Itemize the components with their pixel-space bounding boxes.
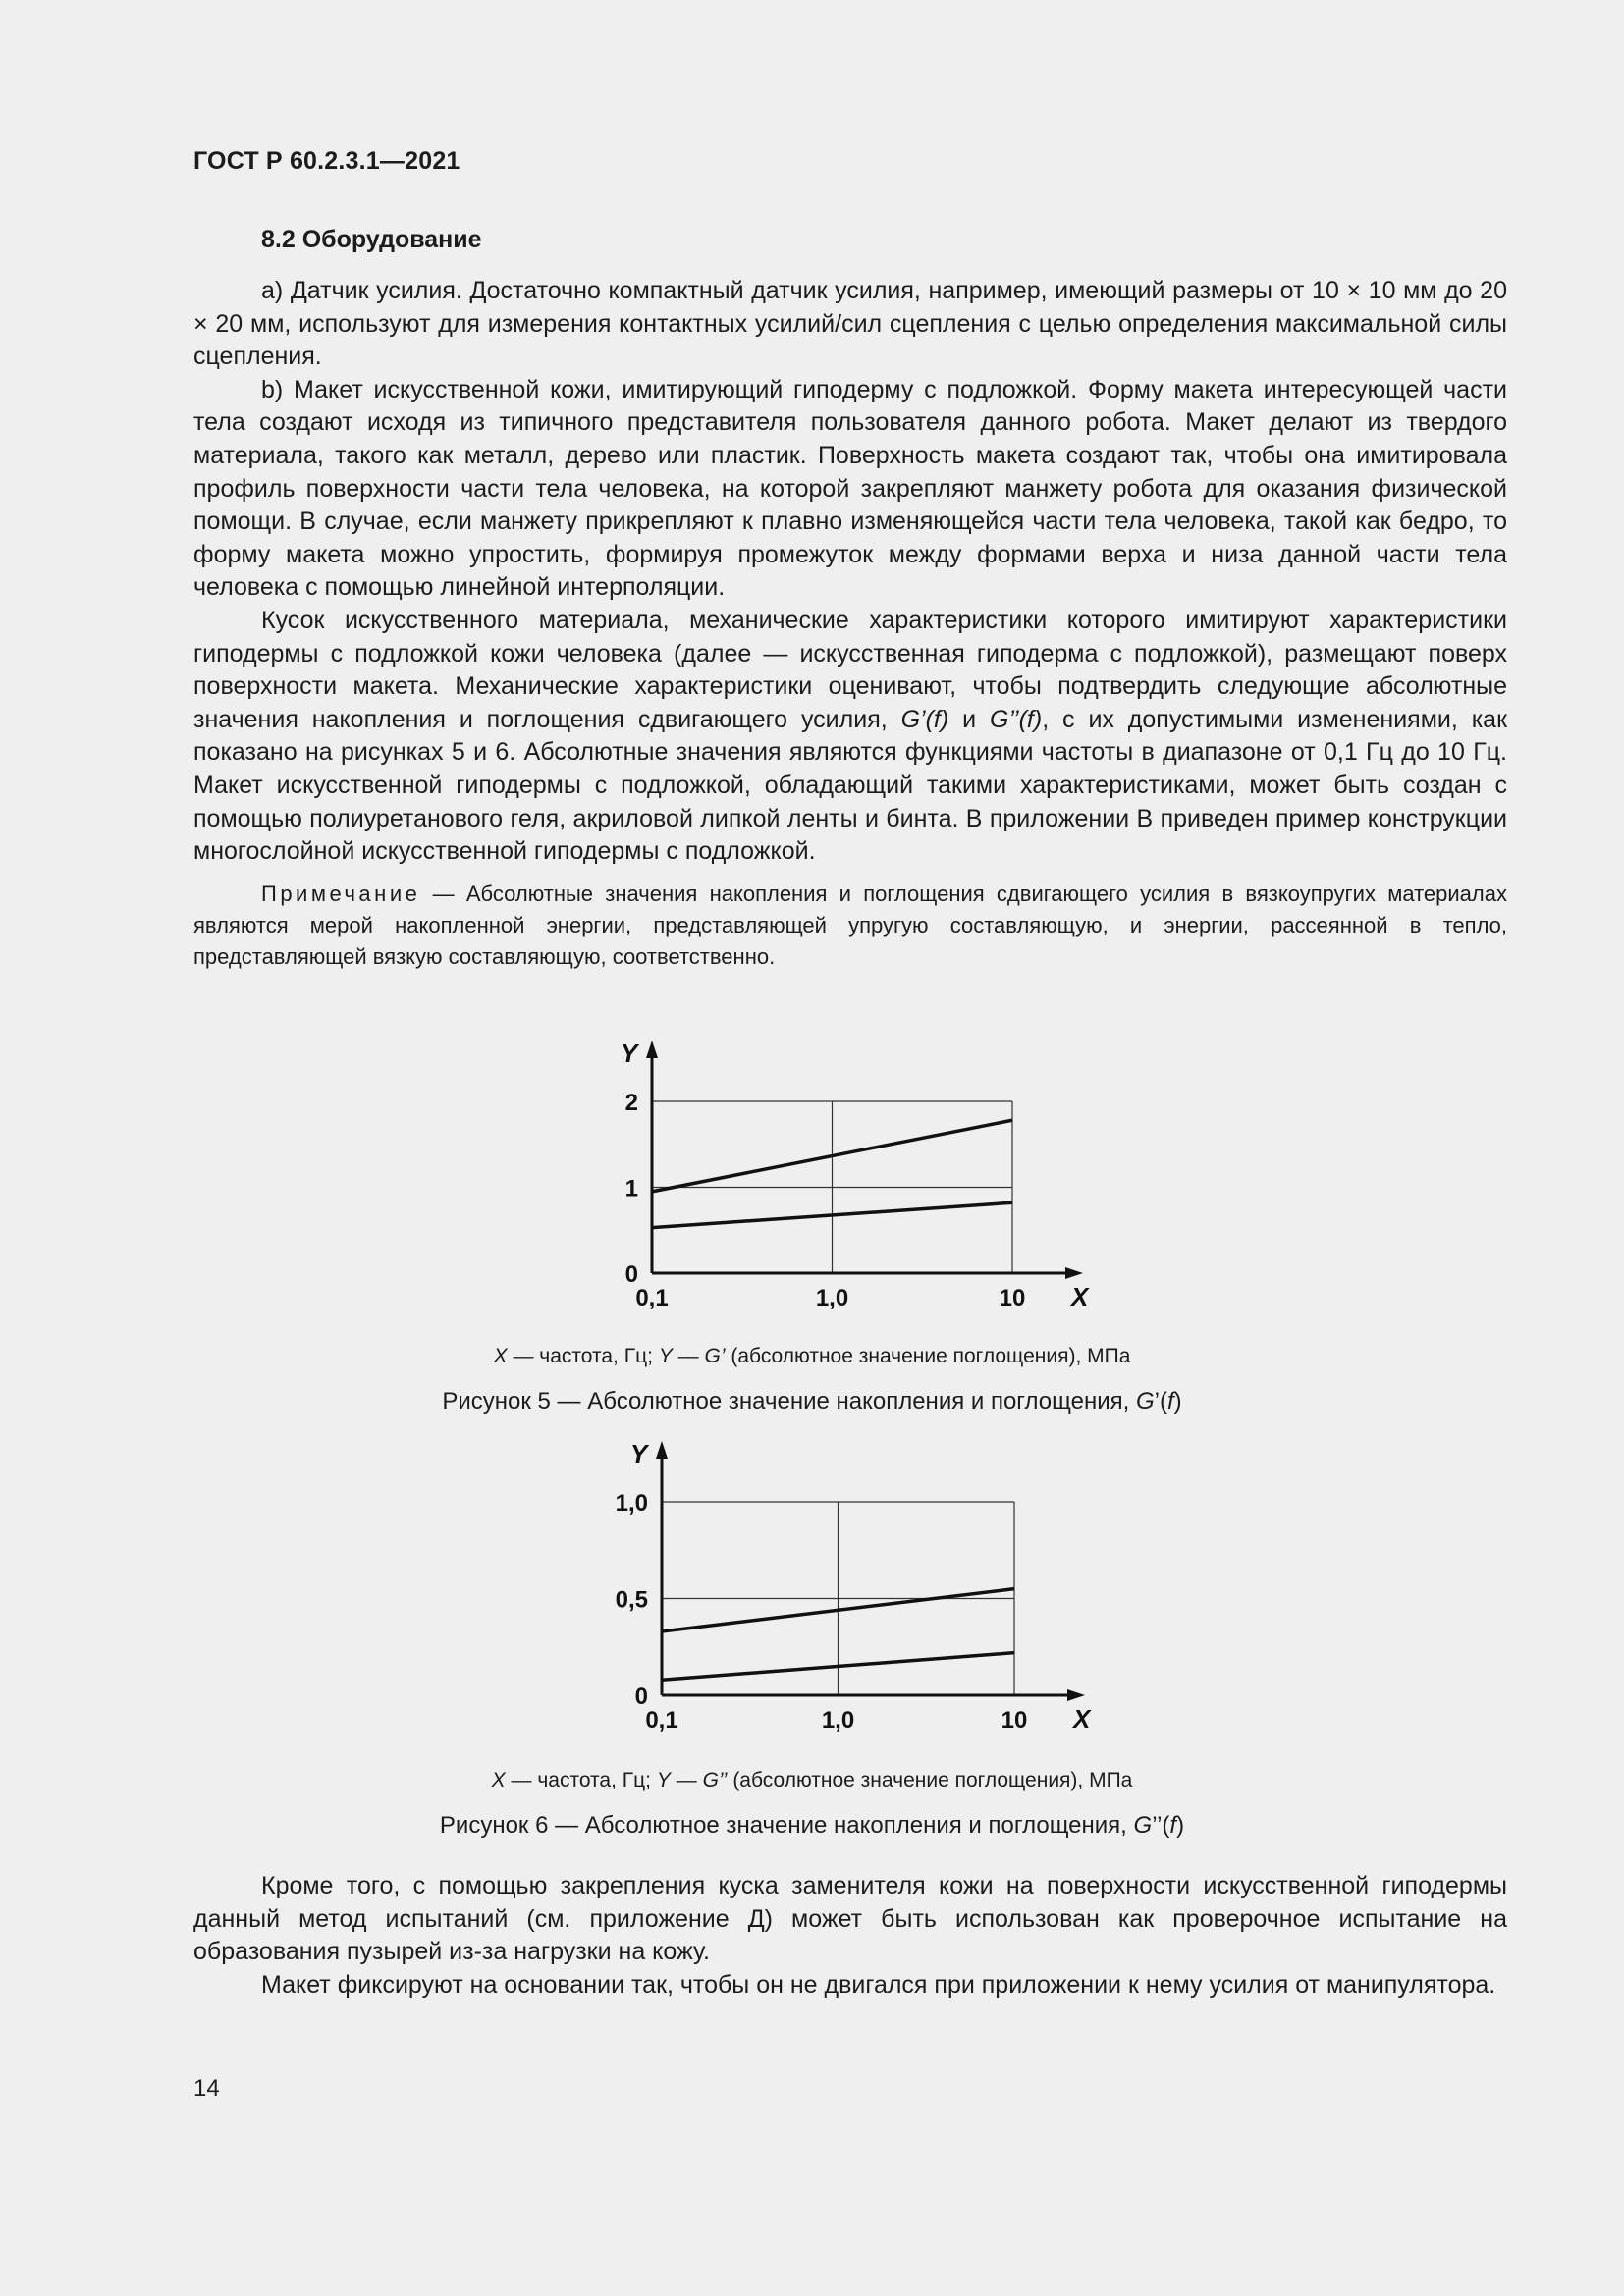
legend-y-symbol: Y (656, 1769, 671, 1791)
legend-y-text: (абсолютное значение поглощения), МПа (731, 1345, 1131, 1367)
paragraph-fixation: Макет фиксируют на основании так, чтобы он не двигался при приложении к нему усилия от манипулятора. (261, 1970, 1496, 1999)
caption-text: Рисунок 5 — Абсолютное значение накопления и поглощения, (442, 1388, 1130, 1415)
y-axis-arrow (656, 1441, 668, 1459)
closing-text (193, 1870, 1507, 2002)
paragraph-blister-test: Кроме того, с помощью закрепления куска заменителя кожи на поверхности искусственной гиподермы данный метод испытаний (см. приложение Д) может быть использован как проверочное испытание на образования пузырей из-за нагрузки на кожу. (193, 1872, 1507, 1966)
legend-x-text: — частота, Гц; (511, 1769, 652, 1791)
note-label: Примечание (261, 881, 421, 906)
legend-x-symbol: X (493, 1345, 508, 1367)
x-axis-label: X (1071, 1282, 1089, 1311)
caption-g: G (1135, 1388, 1155, 1415)
g-double-prime-symbol: G’’(f) (989, 705, 1043, 733)
caption-close: ) (1176, 1812, 1185, 1839)
paragraph-b: b) Макет искусственной кожи, имитирующий гиподерму с подложкой. Форму макета интересующей части тела создают исходя из типичного представителя пользователя данного робота. Макет делают из твердого материала, такого как металл, дерево или пластик. Поверхность макета создают так, чтобы она имитировала профиль поверхности части тела человека, на которой закрепляют манжету робота для оказания физической помощи. В случае, если манжету прикрепляют к плавно изменяющейся части тела человека, такой как бедро, то форму макета можно упростить, формируя промежуток между формами верха и низа данной части тела человека с помощью линейной интерполяции. (193, 375, 1507, 602)
figure-5 (0, 1021, 1624, 1433)
conjunction: и (962, 705, 977, 733)
caption-f: f (1166, 1388, 1174, 1415)
legend-y-symbol: Y (658, 1345, 673, 1367)
y-axis-arrow (646, 1041, 658, 1058)
section-title: 8.2 Оборудование (261, 226, 482, 253)
figure-5-chart (0, 1021, 1624, 1325)
caption-g: G (1133, 1812, 1153, 1839)
legend-g-symbol: G’ (704, 1345, 726, 1367)
caption-tail: ’’( (1152, 1812, 1170, 1839)
figure-5-legend (0, 1345, 1624, 1368)
page-number: 14 (193, 2075, 220, 2102)
figure-6 (0, 1438, 1624, 1850)
legend-y-text: (абсолютное значение поглощения), МПа (732, 1769, 1133, 1791)
figure-6-caption (0, 1812, 1624, 1840)
x-tick-label: 10 (1001, 1707, 1028, 1734)
caption-f: f (1169, 1812, 1177, 1839)
paragraph-text: , с их допустимыми изменениями, как показано на рисунках 5 и 6. Абсолютные значения являются функциями частоты в диапазоне от 0,1 Гц до 10 Гц. Макет искусственной гиподермы с подложкой, обладающий такими характеристиками, может быть создан с помощью полиуретанового геля, акриловой липкой ленты и бинта. В приложении В приведен пример конструкции многослойной искусственной гиподермы с подложкой. (193, 705, 1508, 866)
y-tick-label: 1 (624, 1175, 638, 1202)
paragraph-text: Кусок искусственного материала, механические характеристики которого имитируют характеристики гиподермы с подложкой кожи человека (далее — искусственная гиподерма с подложкой), размещают поверх поверхности макета. Механические характеристики оценивают, чтобы подтвердить следующие абсолютные значения накопления и поглощения сдвигающего усилия, (193, 606, 1507, 733)
note-text: — Абсолютные значения накопления и поглощения сдвигающего усилия в вязкоупругих материалах являются мерой накопленной энергии, представляющей упругую составляющую, и энергии, рассеянной в тепло, представляющей вязкую составляющую, соответственно. (193, 881, 1507, 969)
x-tick-label: 10 (999, 1285, 1026, 1311)
y-axis-label: Y (621, 1039, 638, 1068)
x-axis-label: X (1073, 1704, 1091, 1734)
legend-x-text: — частота, Гц; (513, 1345, 653, 1367)
paragraph-a: а) Датчик усилия. Достаточно компактный датчик усилия, например, имеющий размеры от 10 × 10 мм до 20 × 20 мм, используют для измерения контактных усилий/сил сцепления с целью определения максимальной силы сцепления. (193, 277, 1507, 371)
main-text (193, 275, 1507, 869)
caption-close: ) (1173, 1388, 1182, 1415)
x-tick-label: 0,1 (645, 1707, 678, 1734)
legend-g-symbol: G’’ (702, 1769, 728, 1791)
figure-6-legend (0, 1769, 1624, 1792)
paragraph-artificial-material (193, 605, 1507, 869)
y-tick-label: 0,5 (615, 1586, 648, 1614)
note (193, 879, 1507, 973)
x-axis-arrow (1065, 1267, 1083, 1279)
x-axis-arrow (1067, 1689, 1085, 1701)
caption-tail: ’( (1154, 1388, 1167, 1415)
legend-dash: — (676, 1769, 697, 1791)
figure-5-caption (0, 1388, 1624, 1415)
y-tick-label: 2 (624, 1090, 638, 1116)
y-axis-label: Y (630, 1439, 648, 1468)
figure-6-chart (0, 1438, 1624, 1752)
legend-x-symbol: X (491, 1769, 506, 1791)
y-tick-label: 1,0 (615, 1490, 648, 1517)
x-tick-label: 1,0 (815, 1285, 849, 1311)
g-prime-symbol: G’(f) (900, 705, 949, 733)
x-tick-label: 0,1 (635, 1285, 669, 1311)
y-tick-label: 0 (634, 1683, 648, 1710)
x-tick-label: 1,0 (821, 1707, 855, 1734)
y-tick-label: 0 (624, 1261, 638, 1288)
caption-text: Рисунок 6 — Абсолютное значение накопления и поглощения, (439, 1812, 1127, 1839)
document-header: ГОСТ Р 60.2.3.1—2021 (193, 147, 460, 175)
legend-dash: — (677, 1345, 699, 1367)
